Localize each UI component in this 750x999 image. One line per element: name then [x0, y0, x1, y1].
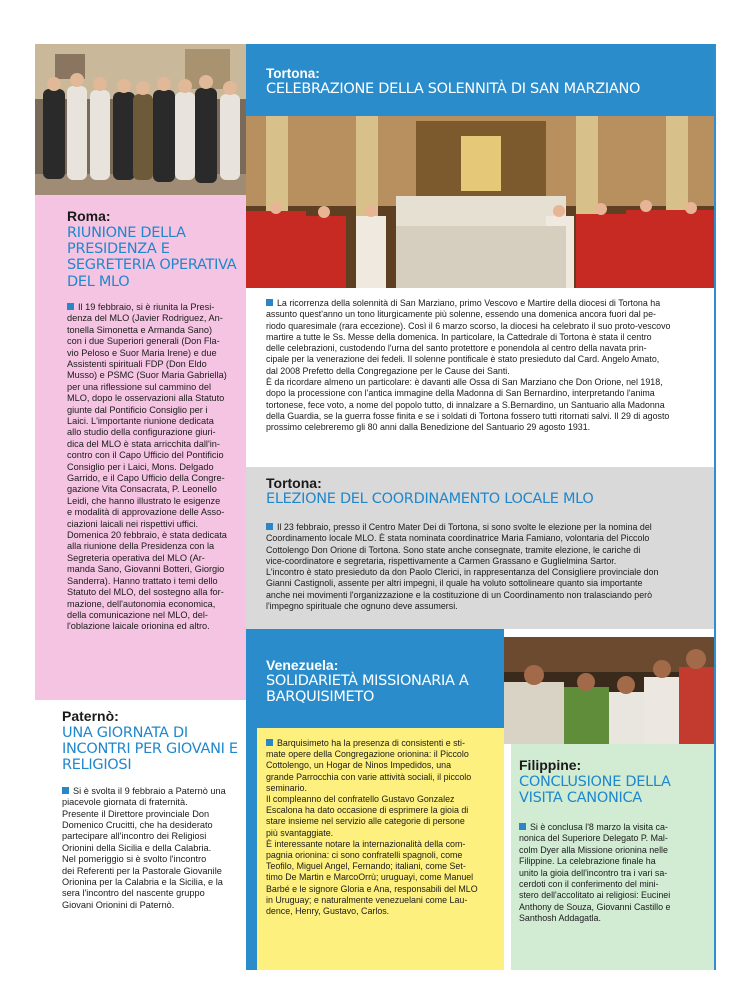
roma-body — [67, 302, 239, 633]
tortona2-title: ELEZIONE DEL COORDINAMENTO LOCALE MLO — [266, 491, 594, 507]
tortona-cathedral-photo — [246, 116, 714, 288]
venezuela-line: Teofilo, Miguel Angel, Fernando; italiani, come Set- — [266, 861, 466, 872]
paterno-line: Si è svolta il 9 febbraio a Paternò una — [62, 786, 240, 797]
filippine-title: CONCLUSIONE DELLA VISITA CANONICA — [519, 774, 671, 807]
filippine-line: Anthony de Souza, Giovanni Castillo e — [519, 901, 671, 912]
tortona2-line: Cottolengo Don Orione di Tortona. Sono state anche consegnate, tramite elezione, le cariche di — [266, 544, 641, 555]
tortona2-line: Il 23 febbraio, presso il Centro Mater Dei di Tortona, si sono svolte le elezione per la nomina del — [266, 522, 706, 533]
roma-line: Laici. L'importante riunione dedicata — [67, 416, 214, 426]
filippine-line: stero dell'accolitato ai religiosi: Eucinei — [519, 890, 671, 901]
roma-line: Domenica 20 febbraio, è stata dedicata — [67, 530, 227, 541]
paterno-line: Orionina per la Calabria e la Sicilia, e la — [62, 876, 223, 887]
roma-line: allo studio della configurazione giuri- — [67, 427, 216, 438]
paterno-city: Paternò: — [62, 708, 119, 724]
venezuela-heading — [266, 657, 496, 705]
bullet-square-icon — [266, 739, 273, 746]
roma-line: della comunicazione nel MLO, del- — [67, 609, 208, 620]
paterno-line: Giovani Orionini di Paternò. — [62, 899, 175, 910]
filippine-heading — [519, 757, 709, 806]
roma-line: MLO, dopo le osservazioni alla Statuto — [67, 393, 225, 404]
filippine-line: unito la gioia dell'incontro tra i vari sa- — [519, 867, 668, 878]
venezuela-line: timo De Martin e MarcoOrrù; uruguayi, come Manuel — [266, 872, 474, 883]
bullet-square-icon — [266, 523, 273, 530]
roma-line: tonella Simonetta e Armanda Sano) — [67, 324, 213, 335]
filippine-line: Filippine. La celebrazione finale ha — [519, 856, 656, 867]
roma-line: per una riflessione sul cammino del — [67, 381, 212, 392]
venezuela-line: dence, Henry, Gustavo, Carlos. — [266, 906, 390, 917]
tortona1-heading — [266, 66, 706, 97]
roma-line: Statuto del MLO, del sostegno alla for- — [67, 587, 224, 598]
tortona1-title: CELEBRAZIONE DELLA SOLENNITÀ DI SAN MARZIANO — [266, 81, 641, 97]
venezuela-title: SOLIDARIETÀ MISSIONARIA A BARQUISIMETO — [266, 673, 469, 706]
roma-line: denza del MLO (Javier Rodriguez, An- — [67, 313, 223, 324]
venezuela-line: Barbé e le signore Gloria e Ana, responsabili del MLO — [266, 883, 478, 894]
roma-line: giunte dal Pontificio Consiglio per i — [67, 404, 208, 415]
tortona1-line: La ricorrenza della solennità di San Marziano, primo Vescovo e Martire della diocesi di Tortona ha — [266, 298, 706, 309]
venezuela-line: Barquisimeto ha la presenza di consistenti e sti- — [266, 738, 498, 749]
roma-line: con i due Superiori generali (Don Fla- — [67, 336, 220, 347]
tortona1-line: assunto quest'anno un tono liturgicamente più solenne, essendo una domenica ancora fuori dal pe- — [266, 309, 656, 320]
tortona1-line: delle celebrazioni, custodendo l'urna del santo protettore e ponendola al centro della navata prin- — [266, 343, 647, 354]
venezuela-line: Escalona ha dato occasione di esprimere la gioia di — [266, 805, 469, 816]
tortona2-line: anche nei movimenti l'organizzazione e la costituzione di un Coordinamento non tralasciando però — [266, 589, 653, 600]
venezuela-line: in Uruguay; e naturalmente venezuelani come Lau- — [266, 894, 468, 905]
roma-line: Assistenti spirituali FDP (Don Eldo — [67, 358, 207, 369]
venezuela-line: seminario. — [266, 782, 307, 793]
tortona2-line: vice-coordinatore e segretaria, rispettivamente a Carmen Grassano e Guglielmina Sartor. — [266, 555, 617, 566]
filippine-line: Santhosh Addagatla. — [519, 913, 601, 924]
roma-line: contro con il Capo Ufficio del Pontificio — [67, 450, 224, 461]
roma-line: alla riunione della Presidenza con la — [67, 541, 215, 552]
paterno-line: Nel pomeriggio si è svolto l'incontro — [62, 854, 207, 865]
filippine-city: Filippine: — [519, 757, 582, 773]
tortona2-heading — [266, 475, 706, 507]
bullet-square-icon — [67, 303, 74, 310]
venezuela-line: stare insieme nel servizio alle categorie di persone — [266, 816, 465, 827]
paterno-line: Orionini della Sicilia e della Calabria. — [62, 842, 212, 853]
paterno-body — [62, 786, 240, 911]
bullet-square-icon — [266, 299, 273, 306]
tortona1-body — [266, 298, 706, 434]
paterno-line: Presente il Direttore provinciale Don — [62, 808, 210, 819]
venezuela-photo — [504, 637, 714, 744]
tortona2-line: Gianni Castignoli, assente per altri impegni, il quale ha voluto sottolineare quanto sia importante — [266, 578, 643, 589]
venezuela-line: grande Parrocchia con varie attività sociali, il piccolo — [266, 771, 472, 782]
roma-line: Sanderra). Hanno trattato i temi dello — [67, 575, 218, 586]
roma-line: vio Peloso e Suor Maria Irene) e due — [67, 347, 217, 358]
tortona2-body — [266, 522, 706, 612]
roma-line: Musso) e PSMC (Suor Maria Gabriella) — [67, 370, 227, 381]
venezuela-line: più svantaggiate. — [266, 827, 334, 838]
venezuela-line: Il compleanno del confratello Gustavo Gonzalez — [266, 794, 455, 805]
paterno-line: Domenico Crucitti, che ha desiderato — [62, 819, 213, 830]
tortona1-line: riodo quaresimale (rara eccezione). Così il 6 marzo scorso, la diocesi ha celebrato il suo proto-vescovo — [266, 320, 671, 331]
roma-line: mazione, dell'autonomia economica, — [67, 598, 216, 609]
roma-group-photo — [35, 44, 246, 195]
tortona1-line: prossimo celebreremo gli 80 anni dalla Benedizione del Santuario 29 agosto 1931. — [266, 422, 591, 433]
filippine-line: Si è conclusa l'8 marzo la visita ca- — [519, 822, 707, 833]
tortona1-line: È da ricordare almeno un particolare: è davanti alle Ossa di San Marziano che Don Orione, nel 1918, — [266, 377, 663, 388]
roma-title: RIUNIONE DELLA PRESIDENZA E SEGRETERIA OPERATIVA DEL MLO — [67, 225, 237, 290]
venezuela-city: Venezuela: — [266, 657, 339, 673]
filippine-line: colm Dyer alla Missione orionina nelle — [519, 844, 668, 855]
tortona2-line: Coordinamento locale MLO. È stata nominata coordinatrice Maria Famiano, volontaria del Piccolo — [266, 533, 650, 544]
roma-line: gazione Vita Consacrata, P. Leonello — [67, 484, 217, 495]
paterno-line: sera l'incontro del nascente gruppo — [62, 888, 205, 899]
filippine-line: cerdoti con il conferimento del mini- — [519, 879, 659, 890]
filippine-body — [519, 822, 707, 925]
tortona2-line: l'impegno spirituale che ognuno deve assumersi. — [266, 601, 458, 612]
paterno-line: dei Referenti per la Pastorale Giovanile — [62, 865, 222, 876]
tortona1-line: dopo la processione con l'antica immagine della Madonna di San Bernardino, interpretando l'anima — [266, 388, 655, 399]
roma-line: Leidi, che hanno illustrato le esigenze — [67, 495, 221, 506]
venezuela-line: È interessante notare la internazionalità della com- — [266, 838, 466, 849]
venezuela-line: mate opere della Congregazione orionina: il Piccolo — [266, 749, 469, 760]
roma-line: manda Sano, Giovanni Botteri, Giorgio — [67, 564, 225, 575]
venezuela-line: pagnia orionina: ci sono confratelli spagnoli, come — [266, 850, 463, 861]
bullet-square-icon — [62, 787, 69, 794]
venezuela-line: Cottolengo, un Hogar de Ninos Impedidos, una — [266, 760, 452, 771]
tortona1-line: tortonese, fece voto, a nome del popolo tutto, di innalzare a S.Bernardino, un Santuario alla Madonna — [266, 399, 665, 410]
tortona1-line: dal 2008 Prefetto della Congregazione per le Cause dei Santi. — [266, 365, 510, 376]
venezuela-body — [266, 738, 498, 917]
side-bar-blue — [714, 44, 716, 970]
tortona2-line: L'incontro è stato presieduto da don Paolo Clerici, in rappresentanza del Consigliere provinciale don — [266, 567, 659, 578]
filippine-line: nonica del Superiore Delegato P. Mal- — [519, 833, 668, 844]
roma-city: Roma: — [67, 208, 111, 224]
roma-line: e modalità di approvazione delle Asso- — [67, 507, 225, 518]
tortona2-city: Tortona: — [266, 475, 322, 491]
roma-line: Garrido, e il Capo Ufficio della Congre- — [67, 473, 225, 484]
paterno-title: UNA GIORNATA DI INCONTRI PER GIOVANI E RELIGIOSI — [62, 725, 238, 774]
roma-line: Segreteria operativa del MLO (Ar- — [67, 552, 205, 563]
roma-line: Il 19 febbraio, si è riunita la Presi- — [67, 302, 239, 313]
roma-line: l'oblazione laicale orionina ed altro. — [67, 621, 210, 632]
roma-line: ciazioni laicali nei rispettivi uffici. — [67, 518, 199, 529]
tortona1-line: della Guardia, se la guerra fosse finita e se i soldati di Tortona fossero tutti ritornati salvi. Il 29 di agosto — [266, 410, 670, 421]
roma-line: Consiglio per i Laici, Mons. Delgado — [67, 461, 214, 472]
paterno-line: partecipare all'incontro dei Religiosi — [62, 831, 207, 842]
roma-line: dica del MLO è stata arricchita dall'in- — [67, 438, 220, 449]
paterno-line: piacevole giornata di fraternità. — [62, 797, 188, 808]
paterno-article — [62, 708, 240, 911]
tortona1-city: Tortona: — [266, 66, 320, 81]
tortona1-line: martire a tutte le Ss. Messe della domenica. In particolare, la Cattedrale di Tortona è stata il centro — [266, 331, 652, 342]
roma-article — [67, 208, 239, 633]
bullet-square-icon — [519, 823, 526, 830]
tortona1-line: cipale per la venerazione dei fedeli. Il solenne pontificale è stato presieduto dal Card. Angelo Amato, — [266, 354, 660, 365]
